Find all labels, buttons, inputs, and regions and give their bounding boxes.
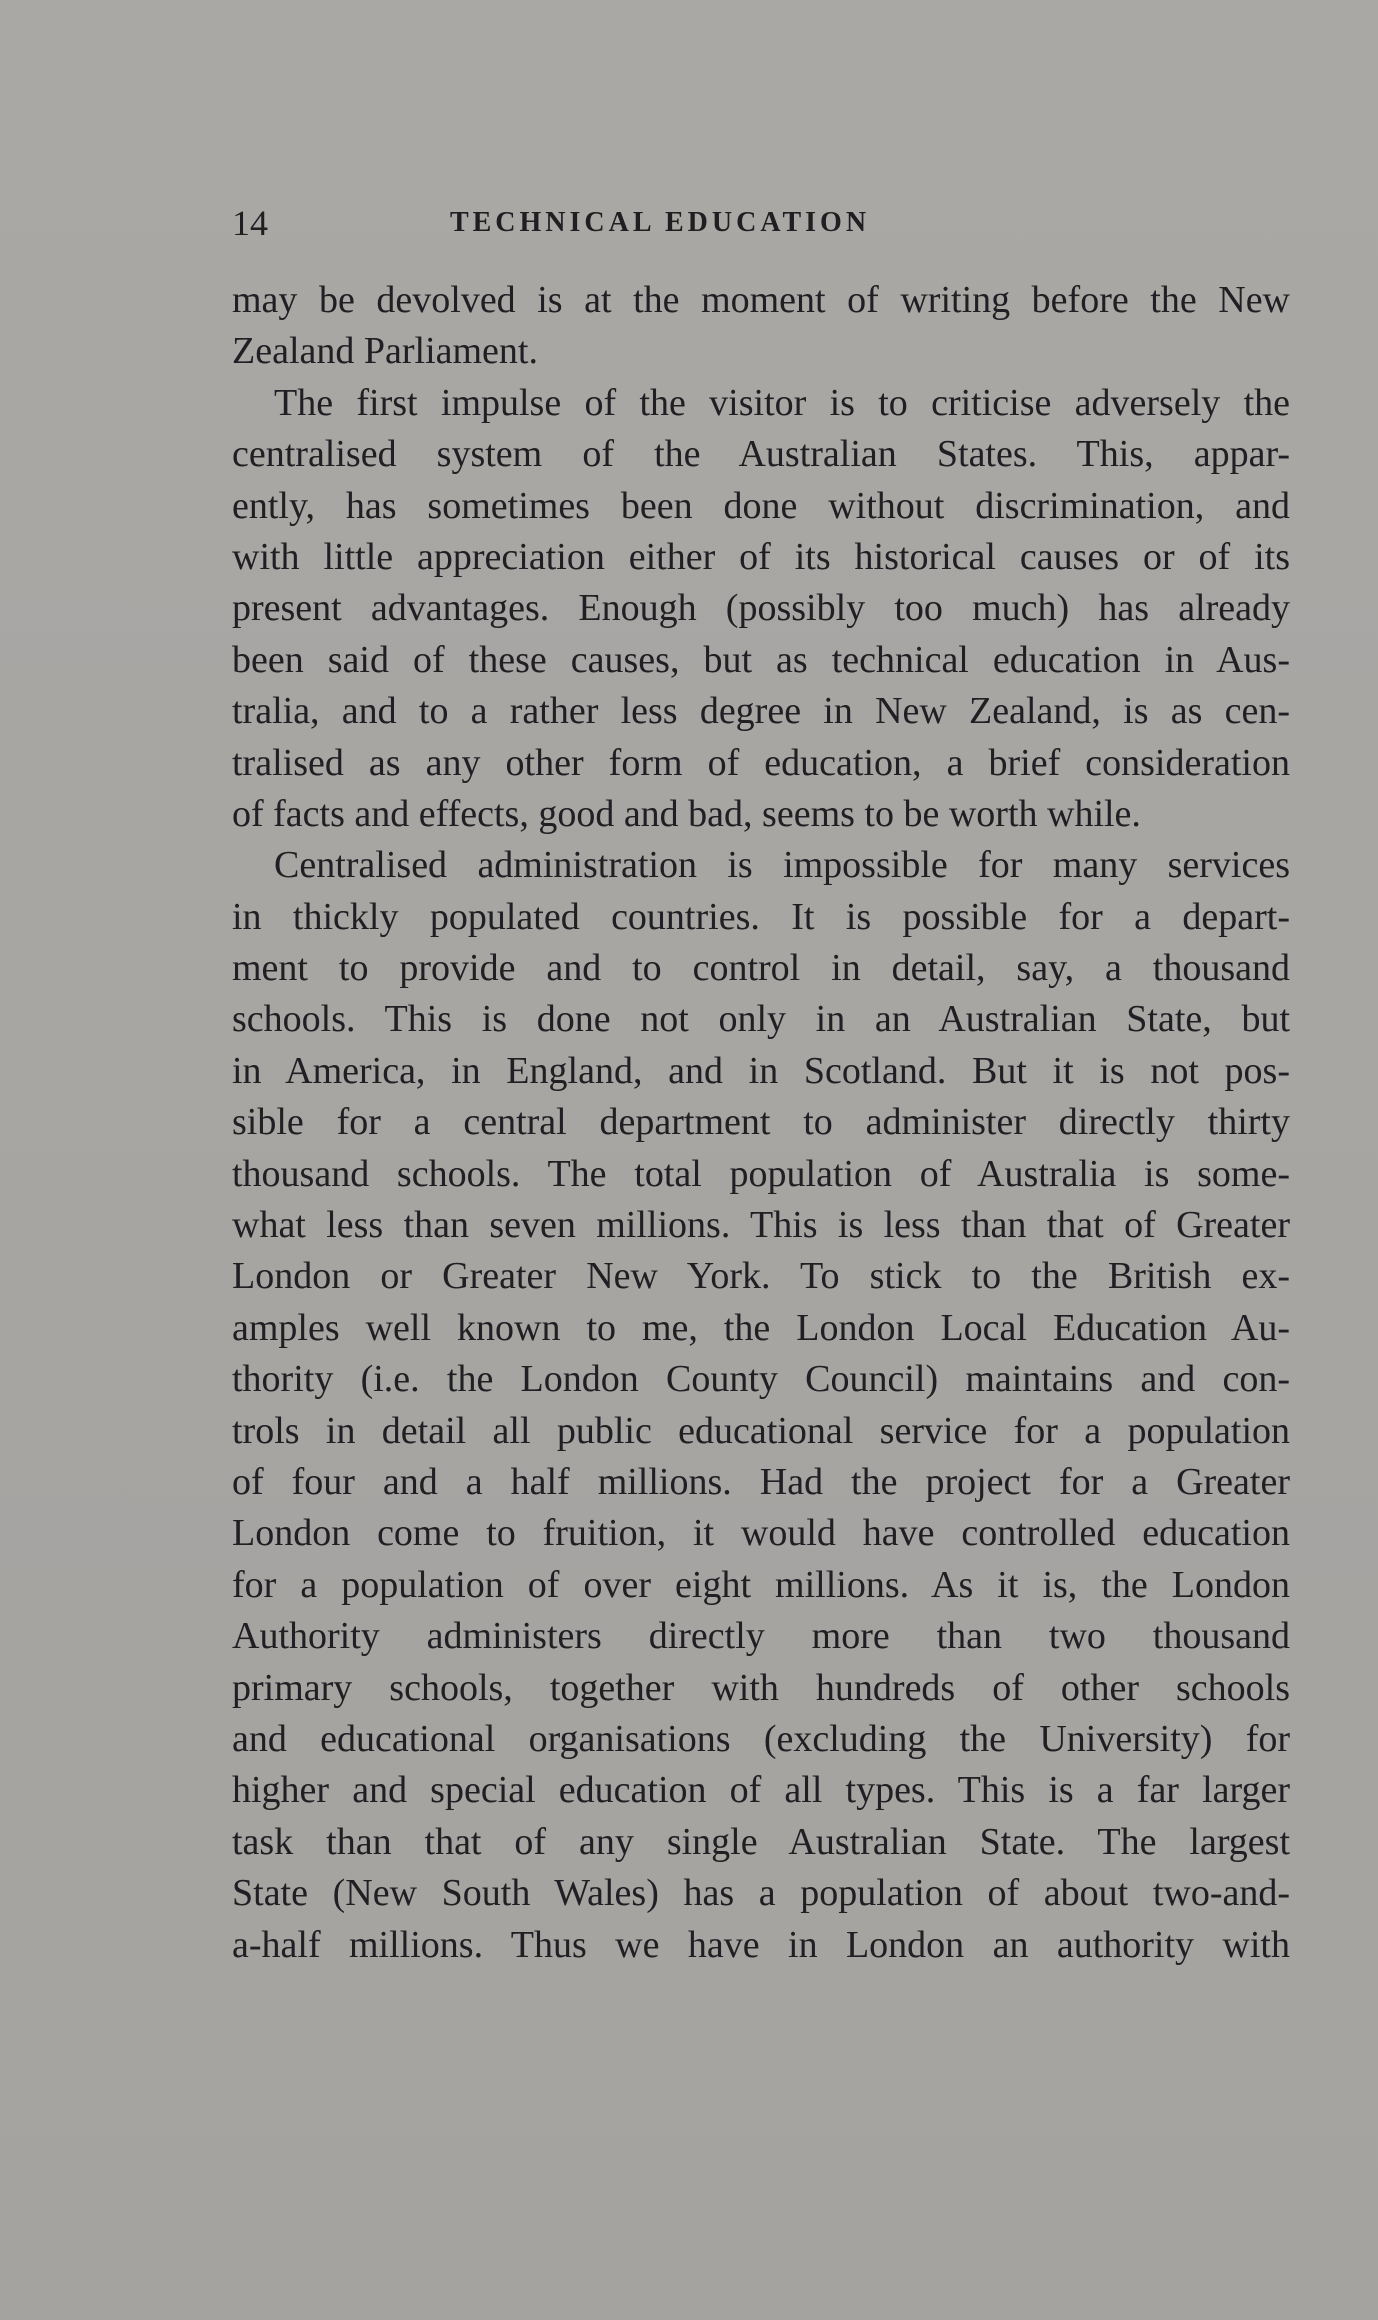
text-line: ment to provide and to control in detail, say, a thousand bbox=[232, 947, 1290, 990]
text-line: ently, has sometimes been done without discrimination, and bbox=[232, 484, 1290, 527]
text-line: London come to fruition, it would have controlled education bbox=[232, 1512, 1290, 1555]
text-line: may be devolved is at the moment of writing before the New bbox=[232, 279, 1290, 321]
text-line: primary schools, together with hundreds of other schools bbox=[232, 1666, 1290, 1709]
text-line: of facts and effects, good and bad, seems to be worth while. bbox=[232, 792, 1141, 835]
text-line: present advantages. Enough (possibly too much) has already bbox=[232, 587, 1290, 630]
text-line: tralia, and to a rather less degree in New Zealand, is as cen- bbox=[232, 690, 1290, 733]
text-line: in thickly populated countries. It is possible for a depart- bbox=[232, 895, 1290, 938]
paragraph-first-line: The first impulse of the visitor is to criticise adversely the bbox=[274, 381, 1290, 424]
text-line: been said of these causes, but as technical education in Aus- bbox=[232, 638, 1290, 681]
text-line: for a population of over eight millions. As it is, the London bbox=[232, 1563, 1290, 1606]
text-line: what less than seven millions. This is less than that of Greater bbox=[232, 1204, 1290, 1247]
text-line: centralised system of the Australian States. This, appar- bbox=[232, 433, 1290, 476]
text-line: London or Greater New York. To stick to the British ex- bbox=[232, 1255, 1290, 1298]
text-line: task than that of any single Australian State. The largest bbox=[232, 1820, 1290, 1863]
text-line: with little appreciation either of its historical causes or of its bbox=[232, 535, 1290, 578]
text-line: amples well known to me, the London Local Education Au- bbox=[232, 1306, 1290, 1349]
text-line: and educational organisations (excluding the University) for bbox=[232, 1717, 1290, 1760]
text-line: a-half millions. Thus we have in London an authority with bbox=[232, 1923, 1290, 1966]
text-line: State (New South Wales) has a population of about two-and- bbox=[232, 1872, 1290, 1915]
text-line: schools. This is done not only in an Australian State, but bbox=[232, 998, 1290, 1041]
text-line: sible for a central department to administer directly thirty bbox=[232, 1101, 1290, 1144]
body-text bbox=[232, 275, 1290, 1971]
running-head: TECHNICAL EDUCATION bbox=[449, 207, 871, 238]
paragraph-first-line: Centralised administration is impossible for many services bbox=[274, 844, 1290, 887]
page-header bbox=[232, 199, 1088, 247]
text-line: trols in detail all public educational service for a population bbox=[232, 1409, 1290, 1452]
text-line: thousand schools. The total population of Australia is some- bbox=[232, 1152, 1290, 1195]
text-line: tralised as any other form of education, a brief consideration bbox=[232, 741, 1290, 784]
text-line: thority (i.e. the London County Council) maintains and con- bbox=[232, 1358, 1290, 1401]
text-line: Zealand Parliament. bbox=[232, 330, 538, 373]
text-line: Authority administers directly more than two thousand bbox=[232, 1615, 1290, 1658]
text-line: higher and special education of all types. This is a far larger bbox=[232, 1769, 1290, 1812]
text-line: of four and a half millions. Had the project for a Greater bbox=[232, 1460, 1290, 1503]
text-line: in America, in England, and in Scotland. But it is not pos- bbox=[232, 1049, 1290, 1092]
page-number: 14 bbox=[232, 203, 268, 243]
